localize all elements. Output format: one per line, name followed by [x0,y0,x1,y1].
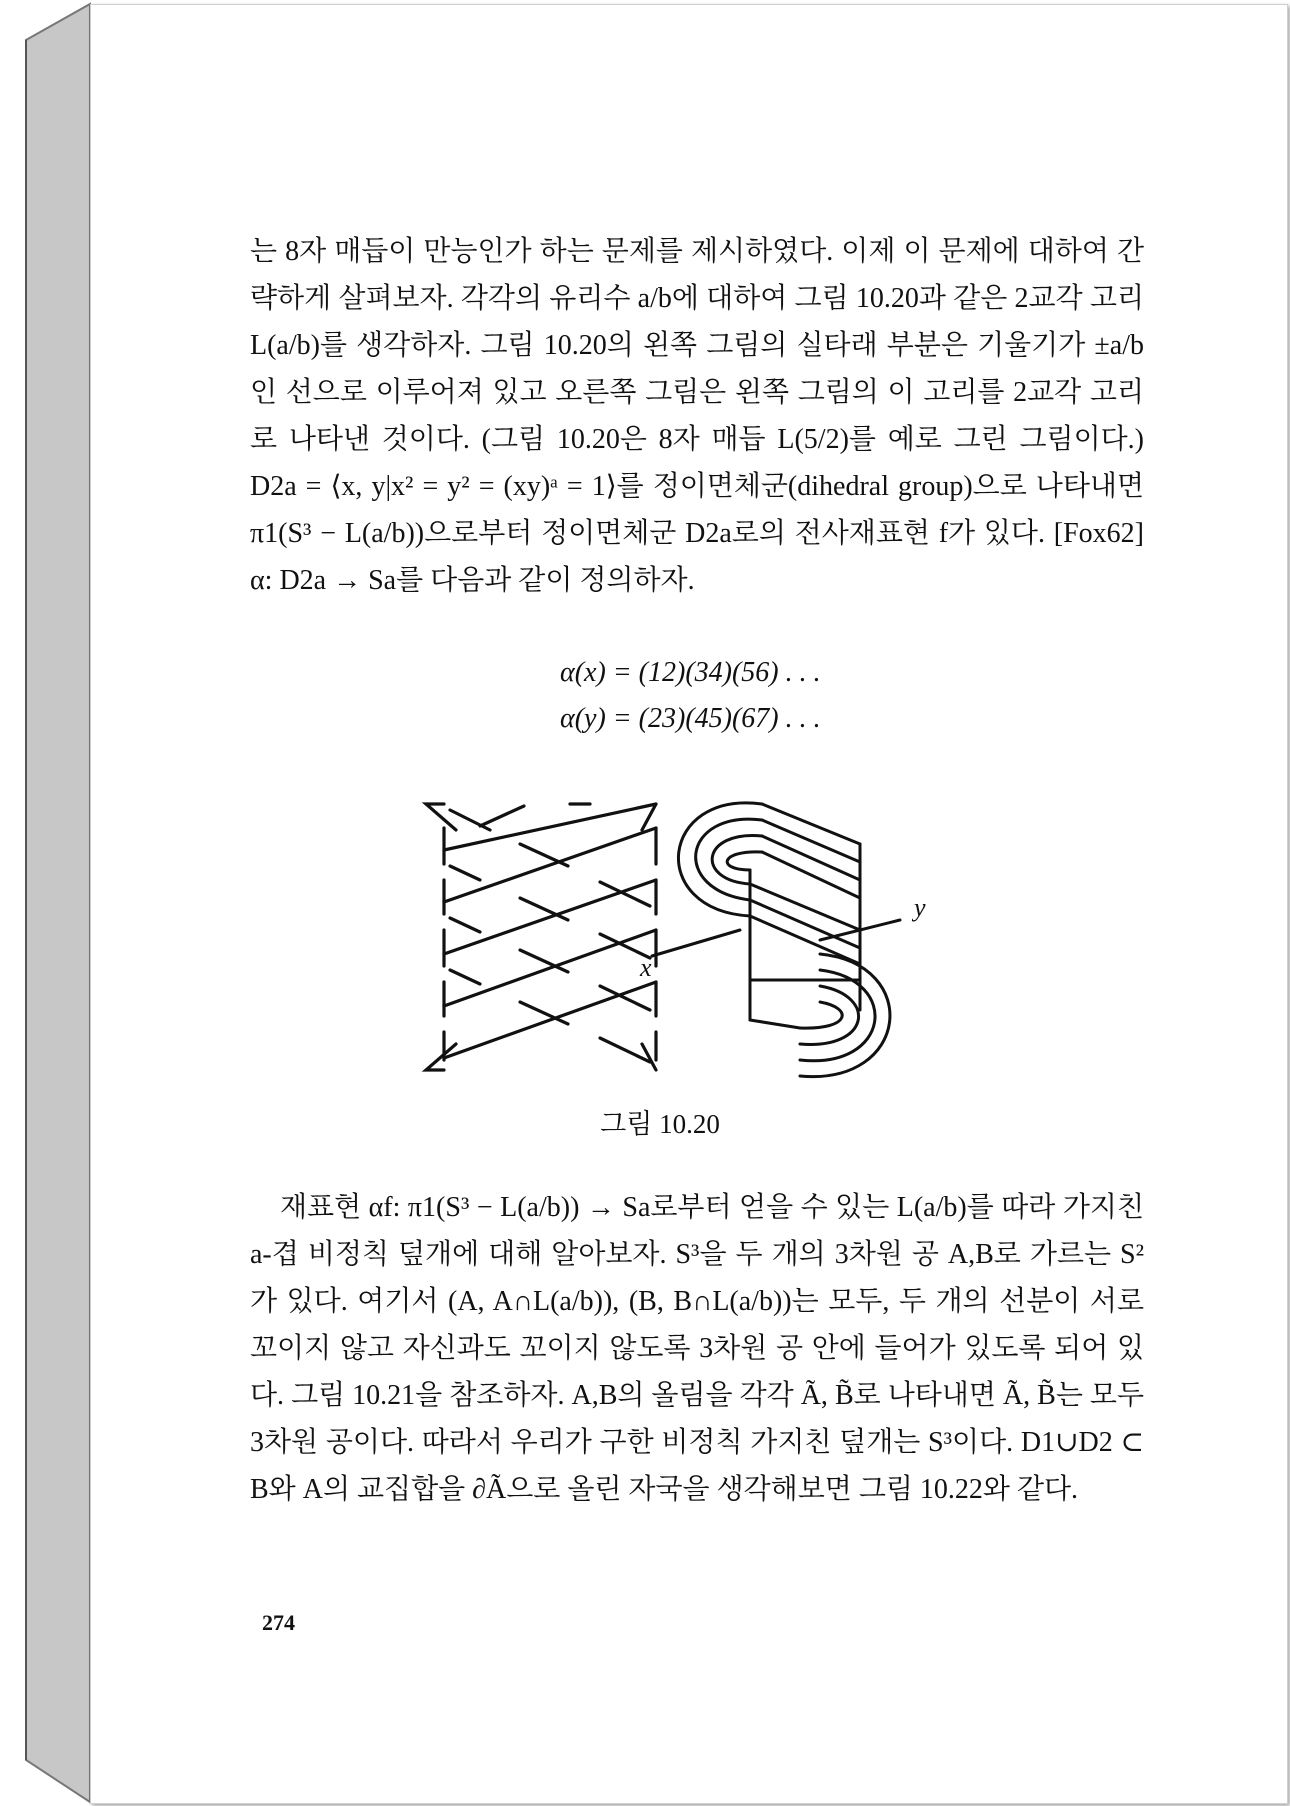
figure-10-20 [420,780,960,1090]
equation-alpha-y: α(y) = (23)(45)(67) . . . [560,703,821,734]
paragraph-2-text: 재표현 αf: π1(S³ − L(a/b)) → Sa로부터 얻을 수 있는 L(a/b)를 따라 가지친 a-겹 비정칙 덮개에 대해 알아보자. S³을 두 개의 3차원 공 A,B로 가르는 S²가 있다. 여기서 (A, A∩L(a/b)), (B, B∩L(a/b))는 모두, 두 개의 선분이 서로 꼬이지 않고 자신과도 꼬이지 않도록 3차원 공 안에 들어가 있도록 되어 있다. 그림 10.21을 참조하자. A,B의 올림을 각각 Ã, B̃로 나타내면 Ã, B̃는 모두 3차원 공이다. 따라서 우리가 구한 비정칙 가지친 덮개는 S³이다. D1∪D2 ⊂ B와 A의 교집합을 ∂Ã으로 올린 자국을 생각해보면 그림 10.22와 같다. [250,1192,1144,1505]
equation-alpha-x: α(x) = (12)(34)(56) . . . [560,657,821,688]
rational-tangle-diagram [426,804,656,1070]
paragraph-1 [250,228,1144,604]
figure-label-y: y [914,893,926,922]
paragraph-2 [250,1184,1144,1513]
figure-caption: 그림 10.20 [600,1109,720,1139]
figure-label-x: x [640,953,652,982]
paragraph-1-text: 는 8자 매듭이 만능인가 하는 문제를 제시하였다. 이제 이 문제에 대하여 간략하게 살펴보자. 각각의 유리수 a/b에 대하여 그림 10.20과 같은 2교각 고리 L(a/b)를 생각하자. 그림 10.20의 왼쪽 그림의 실타래 부분은 기울기가 ±a/b인 선으로 이루어져 있고 오른쪽 그림은 왼쪽 그림의 이 고리를 2교각 고리로 나타낸 것이다. (그림 10.20은 8자 매듭 L(5/2)를 예로 그린 그림이다.) D2a = ⟨x, y|x² = y² = (xy)ᵃ = 1⟩를 정이면체군(dihedral group)으로 나타내면 π1(S³ − L(a/b))으로부터 정이면체군 D2a로의 전사재표현 f가 있다. [Fox62] α: D2a → Sa를 다음과 같이 정의하자. [250,236,1144,596]
page-number: 274 [262,1610,295,1635]
two-bridge-diagram [652,803,900,1077]
